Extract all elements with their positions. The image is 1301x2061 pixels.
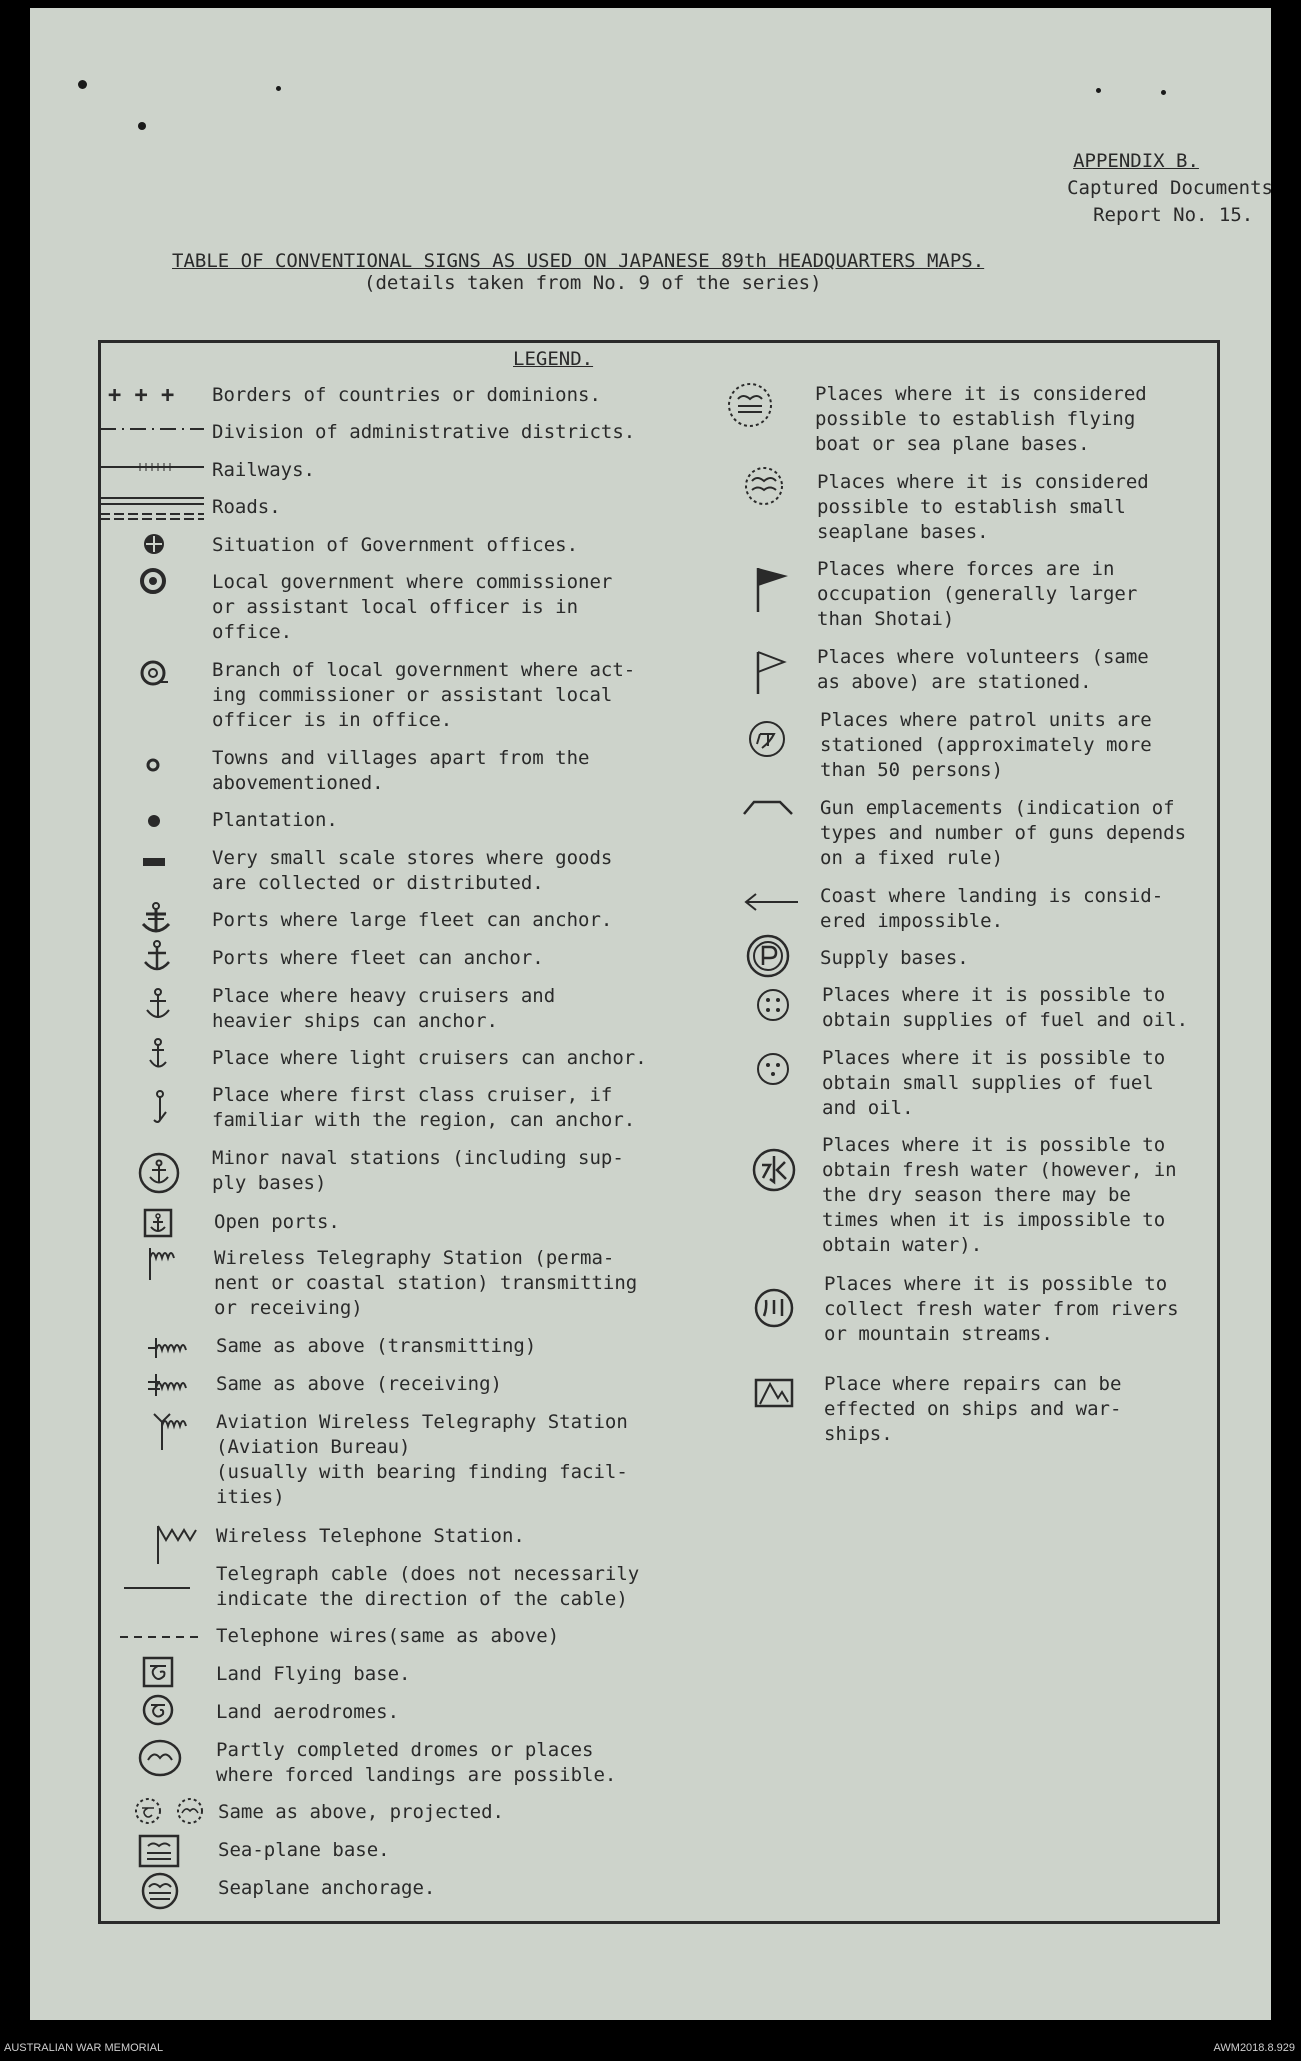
legend-entry-left: Minor naval stations (including sup- ply bases)	[212, 1147, 624, 1194]
title-line-2: (details taken from No. 9 of the series)	[364, 272, 822, 294]
punch-hole-mark	[276, 86, 281, 91]
legend-entry-right: Places where it is possible to obtain small supplies of fuel and oil.	[822, 1047, 1166, 1119]
wireless-transmit-icon	[146, 1334, 198, 1360]
dash-icon	[143, 858, 165, 866]
legend-entry-left: Same as above (receiving)	[216, 1373, 502, 1395]
local-government-icon	[140, 568, 166, 594]
anchor-cruiser-icon	[144, 988, 172, 1022]
wireless-receive-icon	[146, 1372, 200, 1398]
legend-entry-left: Telegraph cable (does not necessarily indicate the direction of the cable)	[216, 1563, 640, 1610]
flying-boat-possible-icon	[722, 382, 778, 428]
wireless-telephone-icon	[154, 1524, 202, 1566]
circled-anchor-icon	[138, 1152, 180, 1194]
legend-entry-left: Aviation Wireless Telegraphy Station (Aviation Bureau) (usually with bearing finding facil- ities)	[216, 1411, 628, 1508]
fresh-water-icon	[752, 1148, 796, 1192]
punch-hole-mark	[1096, 88, 1101, 93]
small-seaplane-possible-icon	[738, 466, 790, 506]
anchor-icon	[142, 940, 172, 974]
legend-entry-left: Division of administrative districts.	[212, 421, 636, 443]
legend-entry-left: Same as above (transmitting)	[216, 1335, 537, 1357]
legend-entry-right: Gun emplacements (indication of types and number of guns depends on a fixed rule)	[820, 797, 1187, 869]
legend-entry-left: Situation of Government offices.	[212, 534, 579, 556]
legend-entry-right: Places where patrol units are stationed (approximately more than 50 persons)	[820, 709, 1152, 781]
legend-entry-left: Place where first class cruiser, if familiar with the region, can anchor.	[212, 1084, 636, 1131]
dash-dot-line-icon	[100, 425, 204, 433]
footer-credit: AUSTRALIAN WAR MEMORIAL	[4, 2042, 164, 2054]
legend-entry-left: Railways.	[212, 459, 315, 481]
legend-entry-right: Places where it is considered possible to establish small seaplane bases.	[817, 471, 1149, 543]
fuel-oil-icon	[756, 988, 790, 1022]
report-label: Report No. 15.	[1093, 204, 1254, 226]
railway-icon	[100, 462, 204, 472]
government-office-icon	[142, 532, 166, 556]
filled-flag-icon	[756, 566, 792, 614]
legend-entry-right: Places where it is possible to obtain supplies of fuel and oil.	[822, 984, 1189, 1031]
partial-drome-icon	[138, 1738, 182, 1778]
appendix-label: APPENDIX B.	[1073, 150, 1199, 172]
legend-entry-left: Ports where fleet can anchor.	[212, 947, 544, 969]
legend-entry-right: Place where repairs can be effected on ships and war- ships.	[824, 1373, 1122, 1445]
small-circle-icon	[146, 758, 160, 772]
legend-entry-left: Partly completed dromes or places where forced landings are possible.	[216, 1739, 617, 1786]
punch-hole-mark	[138, 122, 146, 130]
dot-icon	[148, 815, 160, 827]
legend-entry-right: Supply bases.	[820, 947, 969, 969]
aerodrome-icon	[142, 1694, 174, 1726]
supply-base-icon	[746, 934, 790, 978]
open-flag-icon	[756, 650, 788, 696]
punch-hole-mark	[1161, 90, 1166, 95]
legend-entry-left: Telephone wires(same as above)	[216, 1625, 560, 1647]
captured-label: Captured Documents	[1067, 177, 1273, 199]
legend-entry-left: Wireless Telephone Station.	[216, 1525, 525, 1547]
legend-entry-right: Places where volunteers (same as above) are stationed.	[817, 646, 1149, 693]
patrol-unit-icon	[748, 720, 786, 758]
legend-entry-left: Ports where large fleet can anchor.	[212, 909, 613, 931]
legend-entry-left: Land Flying base.	[216, 1663, 411, 1685]
branch-government-icon	[140, 660, 168, 686]
anchor-light-icon	[146, 1038, 170, 1070]
legend-entry-left: Borders of countries or dominions.	[212, 384, 601, 406]
document-header	[1067, 148, 1273, 229]
legend-entry-right: Places where it is considered possible to establish flying boat or sea plane bases.	[815, 383, 1147, 455]
legend-entry-right: Places where forces are in occupation (generally larger than Shotai)	[817, 558, 1138, 630]
flying-base-icon	[142, 1656, 174, 1688]
seaplane-base-icon	[138, 1834, 180, 1868]
legend-entry-left: Roads.	[212, 496, 281, 518]
small-fuel-icon	[756, 1052, 790, 1086]
legend-heading: LEGEND.	[513, 348, 594, 370]
crosses-icon: + + +	[108, 383, 175, 408]
gun-emplacement-icon	[742, 798, 794, 818]
cable-line-icon	[124, 1586, 190, 1590]
seaplane-anchorage-icon	[140, 1872, 180, 1910]
title-line-1: TABLE OF CONVENTIONAL SIGNS AS USED ON JAPANESE 89th HEADQUARTERS MAPS.	[172, 250, 985, 272]
legend-entry-left: Place where heavy cruisers and heavier ships can anchor.	[212, 985, 556, 1032]
legend-entry-left: Seaplane anchorage.	[218, 1877, 436, 1899]
road-icon	[100, 495, 204, 521]
legend-entry-left: Local government where commissioner or assistant local officer is in office.	[212, 571, 613, 643]
legend-entry-left: Sea-plane base.	[218, 1839, 390, 1861]
hook-icon	[150, 1090, 170, 1126]
aviation-wireless-icon	[152, 1410, 204, 1452]
document-title	[172, 250, 1092, 294]
boxed-anchor-icon	[143, 1208, 173, 1238]
legend-entry-right: Coast where landing is consid- ered impossible.	[820, 885, 1164, 932]
wireless-station-icon	[146, 1246, 196, 1282]
repair-icon	[754, 1378, 794, 1408]
legend-entry-left: Wireless Telegraphy Station (perma- nent or coastal station) transmitting or receiving)	[214, 1247, 638, 1319]
arrow-left-icon	[742, 892, 798, 912]
legend-entry-left: Very small scale stores where goods are collected or distributed.	[212, 847, 613, 894]
river-water-icon	[754, 1288, 794, 1328]
punch-hole-mark	[78, 80, 87, 89]
legend-entry-left: Same as above, projected.	[218, 1801, 504, 1823]
legend-entry-left: Place where light cruisers can anchor.	[212, 1047, 647, 1069]
legend-entry-left: Plantation.	[212, 809, 338, 831]
legend-entry-left: Towns and villages apart from the abovementioned.	[212, 747, 590, 794]
legend-entry-right: Places where it is possible to collect fresh water from rivers or mountain streams.	[824, 1273, 1179, 1345]
legend-entry-left: Land aerodromes.	[216, 1701, 400, 1723]
dashed-line-icon	[120, 1635, 200, 1639]
footer-reference: AWM2018.8.929	[1213, 2042, 1295, 2054]
projected-drome-icon	[132, 1796, 208, 1826]
legend-entry-left: Branch of local government where act- ing commissioner or assistant local officer is in office.	[212, 659, 636, 731]
legend-entry-right: Places where it is possible to obtain fresh water (however, in the dry season there may be times when it is impossible to obtain water).	[822, 1134, 1177, 1256]
legend-entry-left: Open ports.	[214, 1211, 340, 1233]
anchor-large-icon	[140, 902, 172, 936]
